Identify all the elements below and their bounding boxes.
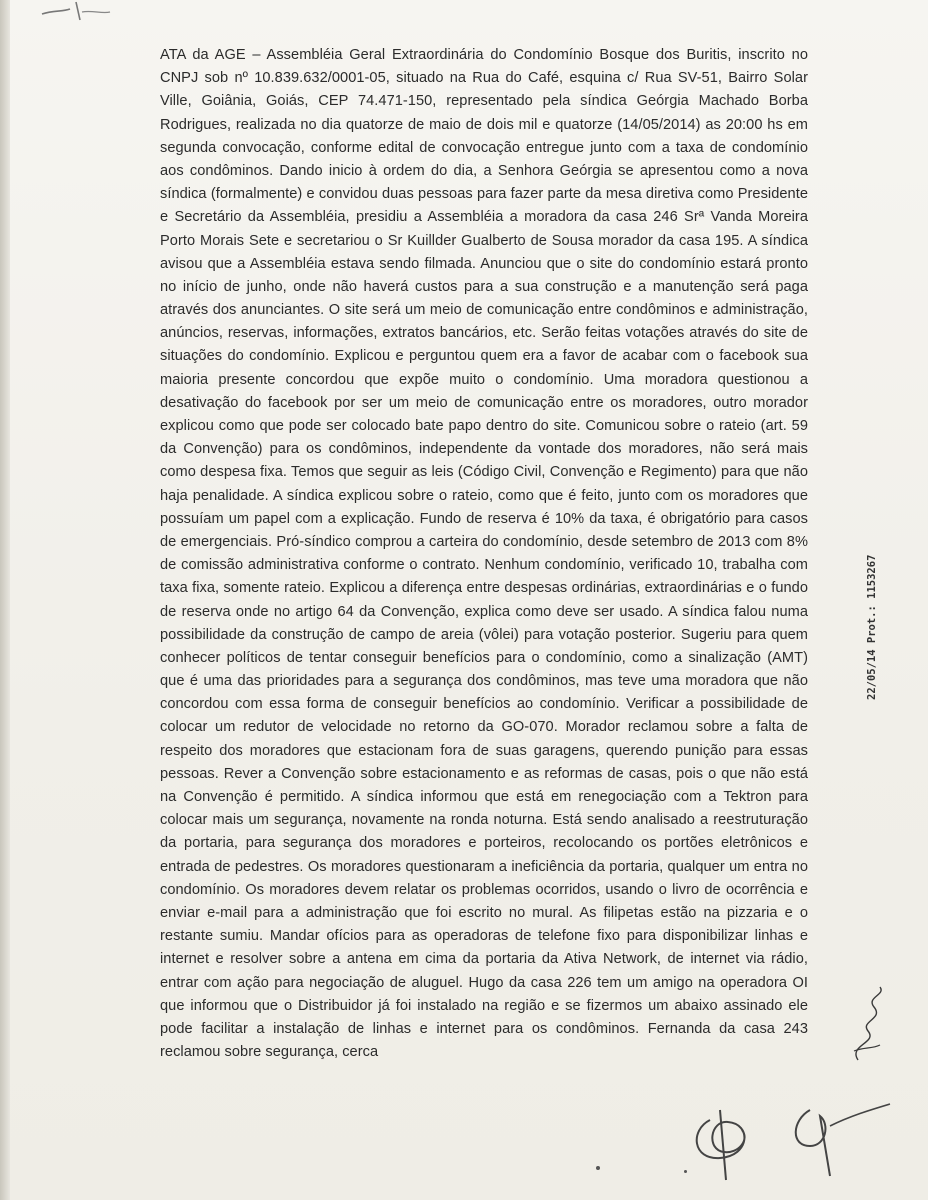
bottom-signatures — [680, 1080, 900, 1190]
scan-speck — [684, 1170, 687, 1173]
top-pen-mark — [36, 0, 116, 24]
page-edge-shadow — [0, 0, 10, 1200]
minutes-body-text: ATA da AGE – Assembléia Geral Extraordinária do Condomínio Bosque dos Buritis, inscrito no CNPJ sob nº 10.839.632/0001-05, situado na Rua do Café, esquina c/ Rua SV-51, Bairro Solar Ville, Goiânia, Goiás, CEP 74.471-150, representado pela síndica Geórgia Machado Borba Rodrigues, realizada no dia quatorze de maio de dois mil e quatorze (14/05/2014) as 20:00 hs em segunda convocação, conforme edital de convocação entregue junto com a taxa de condomínio aos condôminos. Dando inicio à ordem do dia, a Senhora Geórgia se apresentou como a nova síndica (formalmente) e convidou duas pessoas para fazer parte da mesa diretiva como Presidente e Secretário da Assembléia, presidiu a Assembléia a moradora da casa 246 Srª Vanda Moreira Porto Morais Sete e secretariou o Sr Kuillder Gualberto de Sousa morador da casa 195. A síndica avisou que a Assembléia estava sendo filmada. Anunciou que o site do condomínio estará pronto no início de junho, onde não haverá custos para a sua construção e a manutenção será paga através dos anunciantes. O site será um meio de comunicação entre condôminos e administração, anúncios, reservas, informações, extratos bancários, etc. Serão feitas votações através do site de situações do condomínio. Explicou e perguntou quem era a favor de acabar com o facebook sua maioria presente concordou que expõe muito o condomínio. Uma moradora questionou a desativação do facebook por ser um meio de comunicação entre os moradores, outro morador explicou como que pode ser colocado bate papo dentro do site. Comunicou sobre o rateio (art. 59 da Convenção) para os condôminos, independente da vontade dos moradores, não será mais como despesa fixa. Temos que seguir as leis (Código Civil, Convenção e Regimento) para que não haja penalidade. A síndica explicou sobre o rateio, como que é feito, junto com os moradores que possuíam um papel com a explicação. Fundo de reserva é 10% da taxa, é obrigatório para casos de emergenciais. Pró-síndico comprou a carteira do condomínio, desde setembro de 2013 com 8% de comissão administrativa conforme o contrato. Nenhum condomínio, verificado 10, trabalha com taxa fixa, somente rateio. Explicou a diferença entre despesas ordinárias, extraordinárias e o fundo de reserva onde no artigo 64 da Convenção, explica como deve ser usado. A síndica falou numa possibilidade da construção de campo de areia (vôlei) para votação posterior. Sugeriu para quem conhecer políticos de tentar conseguir benefícios para o condomínio, como a sinalização (AMT) que é uma das prioridades para a segurança dos condôminos, mas teve uma moradora que não concordou com essa forma de conseguir benefícios ao condomínio. Verificar a possibilidade de colocar um redutor de velocidade no retorno da GO-070. Morador reclamou sobre a falta de respeito dos moradores que estacionam fora de suas garagens, querendo punição para essas pessoas. Rever a Convenção sobre estacionamento e as reformas de casas, pois o que não está na Convenção é permitido. A síndica informou que está em renegociação com a Tektron para colocar mais um segurança, novamente na ronda noturna. Está sendo analisado a reestruturação da portaria, para segurança dos moradores e porteiros, recolocando os portões eletrônicos e entrada de pedestres. Os moradores questionaram a ineficiência da portaria, qualquer um entra no condomínio. Os moradores devem relatar os problemas ocorridos, usando o livro de ocorrência e enviar e-mail para a administração que foi escrito no mural. As filipetas estão na pizzaria e o restante sumiu. Mandar ofícios para as operadoras de telefone fixo para disponibilizar linhas e internet e resolver sobre a antena em cima da portaria da Ativa Network, de internet via rádio, entrar com ação para negociação de aluguel. Hugo da casa 226 tem um amigo na operadora OI que informou que o Distribuidor já foi instalado na região e se fizermos um abaixo assinado ele pode facilitar a instalação de linhas e internet para os condôminos. Fernanda da casa 243 reclamou sobre segurança, cerca — [160, 47, 808, 1061]
registry-protocol-stamp: 22/05/14 Prot.: 1153267 — [866, 554, 878, 700]
margin-initials-signature — [838, 985, 898, 1065]
scan-speck — [596, 1166, 600, 1170]
